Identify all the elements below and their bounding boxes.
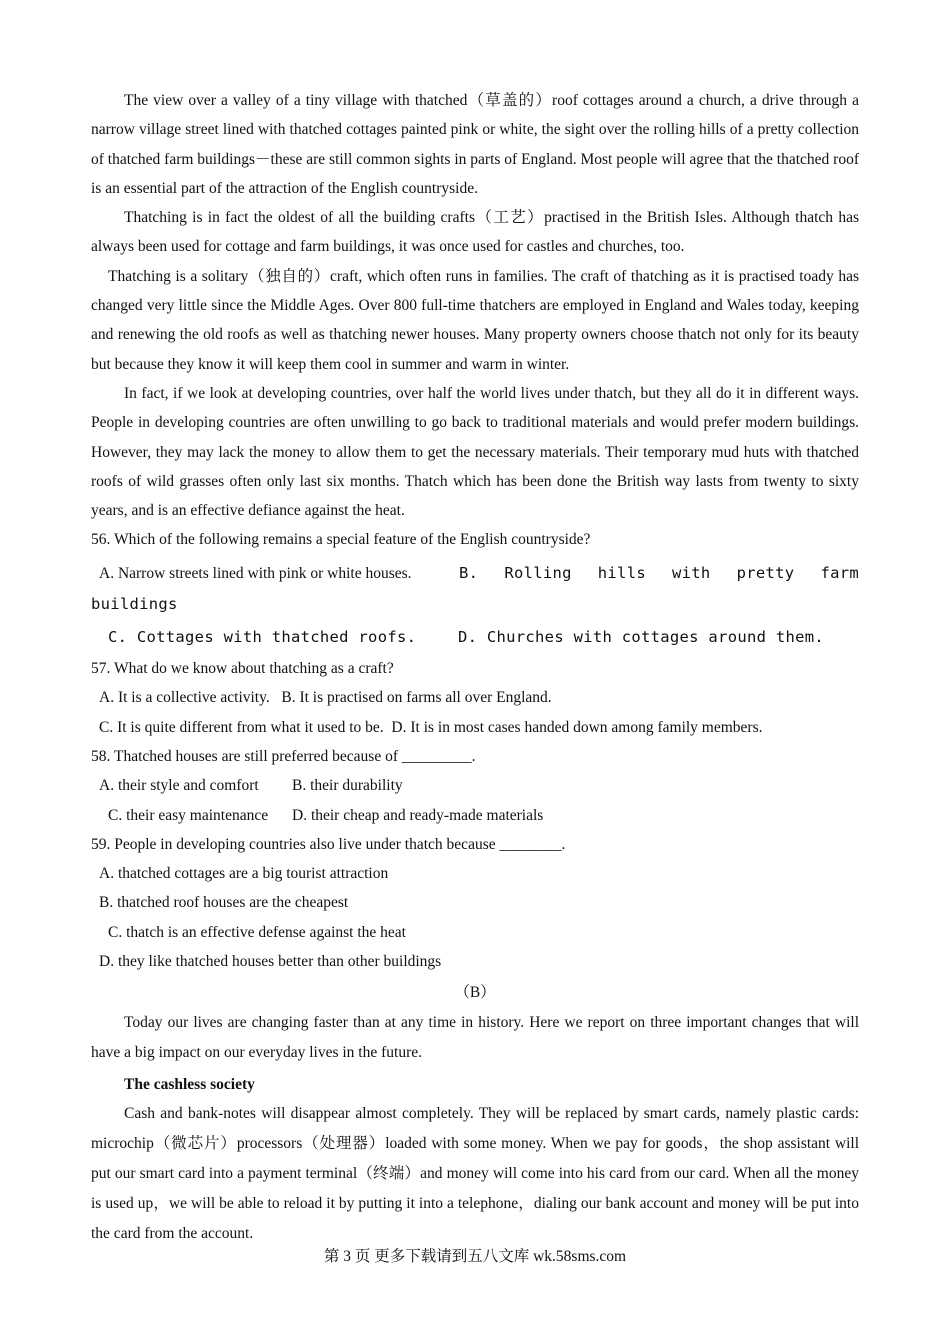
passage-a-paragraph-1: The view over a valley of a tiny village with thatched（草盖的）roof cottages around a church, a drive through a narrow village street lined with thatched cottages painted pink or white, the sight over the rolling hills of a pretty collection of thatched farm buildings－these are still common sights in parts of England. Most people will agree that the thatched roof is an essential part of the attraction of the English countryside. xyxy=(91,92,859,197)
question-58-option-c: C. their easy maintenance xyxy=(108,806,269,824)
option-b-word: pretty xyxy=(736,563,795,582)
passage-a-paragraph-2: Thatching is in fact the oldest of all the building crafts（工艺）practised in the British Isles. Although thatch has always been used for cottage and farm buildings, it was once used for castles and churches, too. xyxy=(91,209,859,256)
page-content xyxy=(91,86,859,1249)
question-59-stem: 59. People in developing countries also live under thatch because ________. xyxy=(91,835,566,853)
question-56-options-ab xyxy=(91,559,859,588)
question-57-options-ab: A. It is a collective activity. B. It is practised on farms all over England. xyxy=(99,689,552,707)
page-footer: 第 3 页 更多下载请到五八文库 wk.58sms.com xyxy=(323,1248,627,1265)
option-b-word: farm xyxy=(820,563,859,582)
question-58-stem: 58. Thatched houses are still preferred because of _________. xyxy=(91,747,476,765)
option-b-word: hills xyxy=(597,563,646,582)
question-56-option-b-continuation: buildings xyxy=(91,595,178,614)
question-56-option-a: A. Narrow streets lined with pink or white houses. xyxy=(99,564,412,582)
question-57-stem: 57. What do we know about thatching as a craft? xyxy=(91,660,394,678)
passage-a-paragraph-4: In fact, if we look at developing countries, over half the world lives under thatch, but they all do it in different ways. People in developing countries are often unwilling to go back to traditional materials and would prefer modern buildings. However, they may lack the money to allow them to get the necessary materials. Their temporary mud huts with thatched roofs of wild grasses often only last six months. Thatch which has been done the British way lasts from twenty to sixty years, and is an effective defiance against the heat. xyxy=(91,384,859,520)
question-58-options-cd xyxy=(91,801,859,830)
passage-b-paragraph-1: Cash and bank-notes will disappear almost completely. They will be replaced by smart cards, namely plastic cards: microchip（微芯片）processors（处理器）loaded with some money. When we pay for goods，the shop assistant will put our smart card into a payment terminal（终端）and money will come into his card from our card. When all the money is used up，we will be able to reload it by putting it into a telephone，dialing our bank account and money will be put into the card from the account. xyxy=(91,1104,859,1242)
question-59-option-b: B. thatched roof houses are the cheapest xyxy=(99,894,349,912)
passage-a-paragraph-3: Thatching is a solitary（独自的）craft, which often runs in families. The craft of thatching as it is practised toady has changed very little since the Middle Ages. Over 800 full-time thatchers are employed in England and Wales today, keeping and renewing the old roofs as well as thatching newer houses. Many property owners choose thatch not only for its beauty but because they know it will keep them cool in summer and warm in winter. xyxy=(91,267,859,373)
option-b-word: B. xyxy=(459,563,479,582)
option-b-word: Rolling xyxy=(504,563,572,582)
option-b-word: with xyxy=(672,563,711,582)
question-59-option-a: A. thatched cottages are a big tourist attraction xyxy=(99,865,389,883)
question-56-option-d: D. Churches with cottages around them. xyxy=(458,628,825,647)
passage-b-heading: The cashless society xyxy=(124,1075,255,1093)
question-57-options-cd: C. It is quite different from what it used to be. D. It is in most cases handed down among family members. xyxy=(99,718,763,736)
question-59-option-c: C. thatch is an effective defense against the heat xyxy=(108,923,406,941)
question-56-option-c: C. Cottages with thatched roofs. xyxy=(108,628,417,647)
question-59-option-d: D. they like thatched houses better than other buildings xyxy=(99,953,442,971)
question-56-options-cd xyxy=(91,621,859,654)
passage-b-intro: Today our lives are changing faster than at any time in history. Here we report on three important changes that will have a big impact on our everyday lives in the future. xyxy=(91,1013,859,1061)
question-58-option-d: D. their cheap and ready-made materials xyxy=(292,806,544,824)
question-56-option-b xyxy=(459,559,859,588)
question-58-options-ab xyxy=(91,771,859,800)
question-56-stem: 56. Which of the following remains a special feature of the English countryside? xyxy=(91,531,591,549)
passage-b-label: （B） xyxy=(454,984,496,1002)
question-58-option-a: A. their style and comfort xyxy=(99,777,259,795)
question-58-option-b: B. their durability xyxy=(292,777,403,795)
